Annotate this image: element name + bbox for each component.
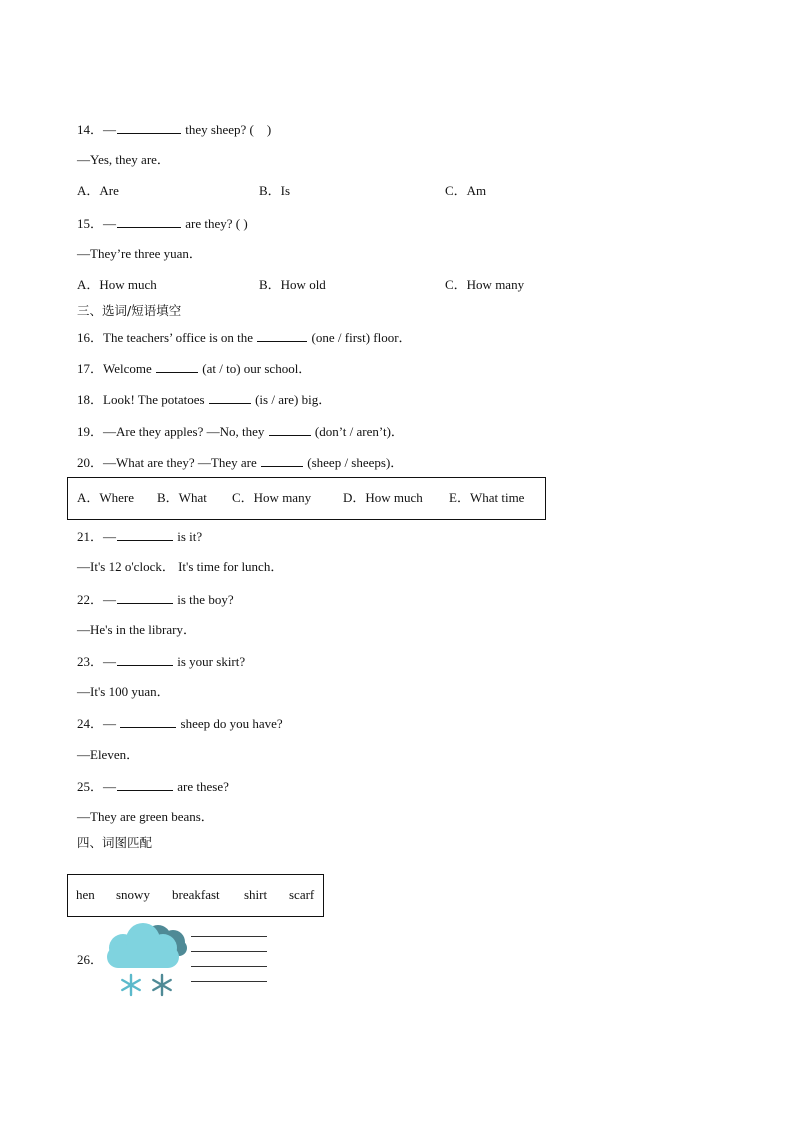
question-14-number: 14．—	[77, 122, 117, 137]
question-23	[77, 653, 245, 670]
answer-line-3[interactable]	[191, 966, 267, 967]
snowflake-left	[122, 975, 139, 995]
answer-line-2[interactable]	[191, 951, 267, 952]
answer-blank-24[interactable]	[120, 715, 176, 728]
question-15-text: are they? ( )	[182, 216, 248, 231]
snowy-weather-icon	[103, 918, 195, 1000]
question-21-number: 21．—	[77, 529, 117, 544]
question-24-reply: —Eleven．	[77, 747, 140, 762]
question-16-text-after: (one / first) floor．	[308, 330, 412, 345]
answer-line-4[interactable]	[191, 981, 267, 982]
question-17-text-before: 17．Welcome	[77, 361, 156, 376]
front-cloud	[107, 923, 179, 968]
word-bank-scarf: scarf	[289, 887, 315, 902]
question-22	[77, 591, 234, 608]
question-24-text: sheep do you have?	[177, 716, 283, 731]
question-14	[77, 121, 271, 138]
word-bank-hen: hen	[76, 887, 95, 902]
word-choice-a: A．Where	[77, 490, 135, 505]
question-21-text: is it?	[174, 529, 203, 544]
answer-blank-17[interactable]	[156, 360, 198, 373]
question-25-number: 25．—	[77, 779, 117, 794]
word-choice-c: C．How many	[232, 490, 312, 505]
question-24	[77, 715, 283, 732]
question-20	[77, 454, 403, 471]
question-15-option-a[interactable]: A．How much	[77, 277, 157, 292]
question-15-option-b[interactable]: B．How old	[259, 277, 326, 292]
question-25-text: are these?	[174, 779, 229, 794]
question-19-text-before: 19．—Are they apples? —No, they	[77, 424, 268, 439]
question-16	[77, 329, 412, 346]
question-14-reply: —Yes, they are．	[77, 152, 170, 167]
answer-blank-20[interactable]	[261, 454, 303, 467]
question-15-option-c[interactable]: C．How many	[445, 277, 525, 292]
question-17	[77, 360, 311, 377]
answer-blank-16[interactable]	[257, 329, 307, 342]
question-18-text-after: (is / are) big．	[251, 392, 332, 407]
answer-blank-22[interactable]	[117, 591, 173, 604]
answer-line-1[interactable]	[191, 936, 267, 937]
question-23-reply: —It's 100 yuan．	[77, 684, 170, 699]
section-4-title: 四、词图匹配	[77, 835, 153, 850]
word-bank-shirt: shirt	[244, 887, 268, 902]
question-23-text: is your skirt?	[174, 654, 246, 669]
question-14-option-b[interactable]: B．Is	[259, 183, 291, 198]
question-15-reply: —They’re three yuan．	[77, 246, 202, 261]
question-18-text-before: 18．Look! The potatoes	[77, 392, 208, 407]
question-25	[77, 778, 229, 795]
question-16-text-before: 16．The teachers’ office is on the	[77, 330, 257, 345]
question-14-text: they sheep? ( )	[182, 122, 272, 137]
question-20-text-after: (sheep / sheeps)．	[304, 455, 404, 470]
word-bank-box	[67, 874, 324, 917]
question-20-text-before: 20．—What are they? —They are	[77, 455, 261, 470]
word-bank-breakfast: breakfast	[172, 887, 220, 902]
question-17-text-after: (at / to) our school．	[199, 361, 312, 376]
answer-blank-25[interactable]	[117, 778, 173, 791]
answer-blank-21[interactable]	[117, 528, 173, 541]
answer-blank-18[interactable]	[209, 391, 251, 404]
word-choice-b: B．What	[157, 490, 207, 505]
word-choice-d: D．How much	[343, 490, 423, 505]
question-18	[77, 391, 331, 408]
answer-blank-15[interactable]	[117, 215, 181, 228]
question-14-option-c[interactable]: C．Am	[445, 183, 487, 198]
word-choice-box	[67, 477, 546, 520]
question-22-reply: —He's in the library．	[77, 622, 196, 637]
question-24-number: 24．—	[77, 716, 120, 731]
question-22-number: 22．—	[77, 592, 117, 607]
question-19-text-after: (don’t / aren’t)．	[311, 424, 404, 439]
question-19	[77, 423, 404, 440]
question-15-number: 15．—	[77, 216, 117, 231]
answer-blank-19[interactable]	[269, 423, 311, 436]
word-bank-snowy: snowy	[116, 887, 150, 902]
question-21	[77, 528, 202, 545]
question-25-reply: —They are green beans．	[77, 809, 214, 824]
question-22-text: is the boy?	[174, 592, 234, 607]
question-15	[77, 215, 248, 232]
question-14-option-a[interactable]: A．Are	[77, 183, 119, 198]
section-3-title: 三、选词/短语填空	[77, 303, 182, 318]
snowflake-right	[153, 975, 170, 995]
word-choice-e: E．What time	[449, 490, 525, 505]
question-26-number: 26．	[77, 952, 104, 967]
answer-blank-23[interactable]	[117, 653, 173, 666]
answer-blank-14[interactable]	[117, 121, 181, 134]
question-23-number: 23．—	[77, 654, 117, 669]
question-21-reply: —It's 12 o'clock． It's time for lunch．	[77, 559, 284, 574]
